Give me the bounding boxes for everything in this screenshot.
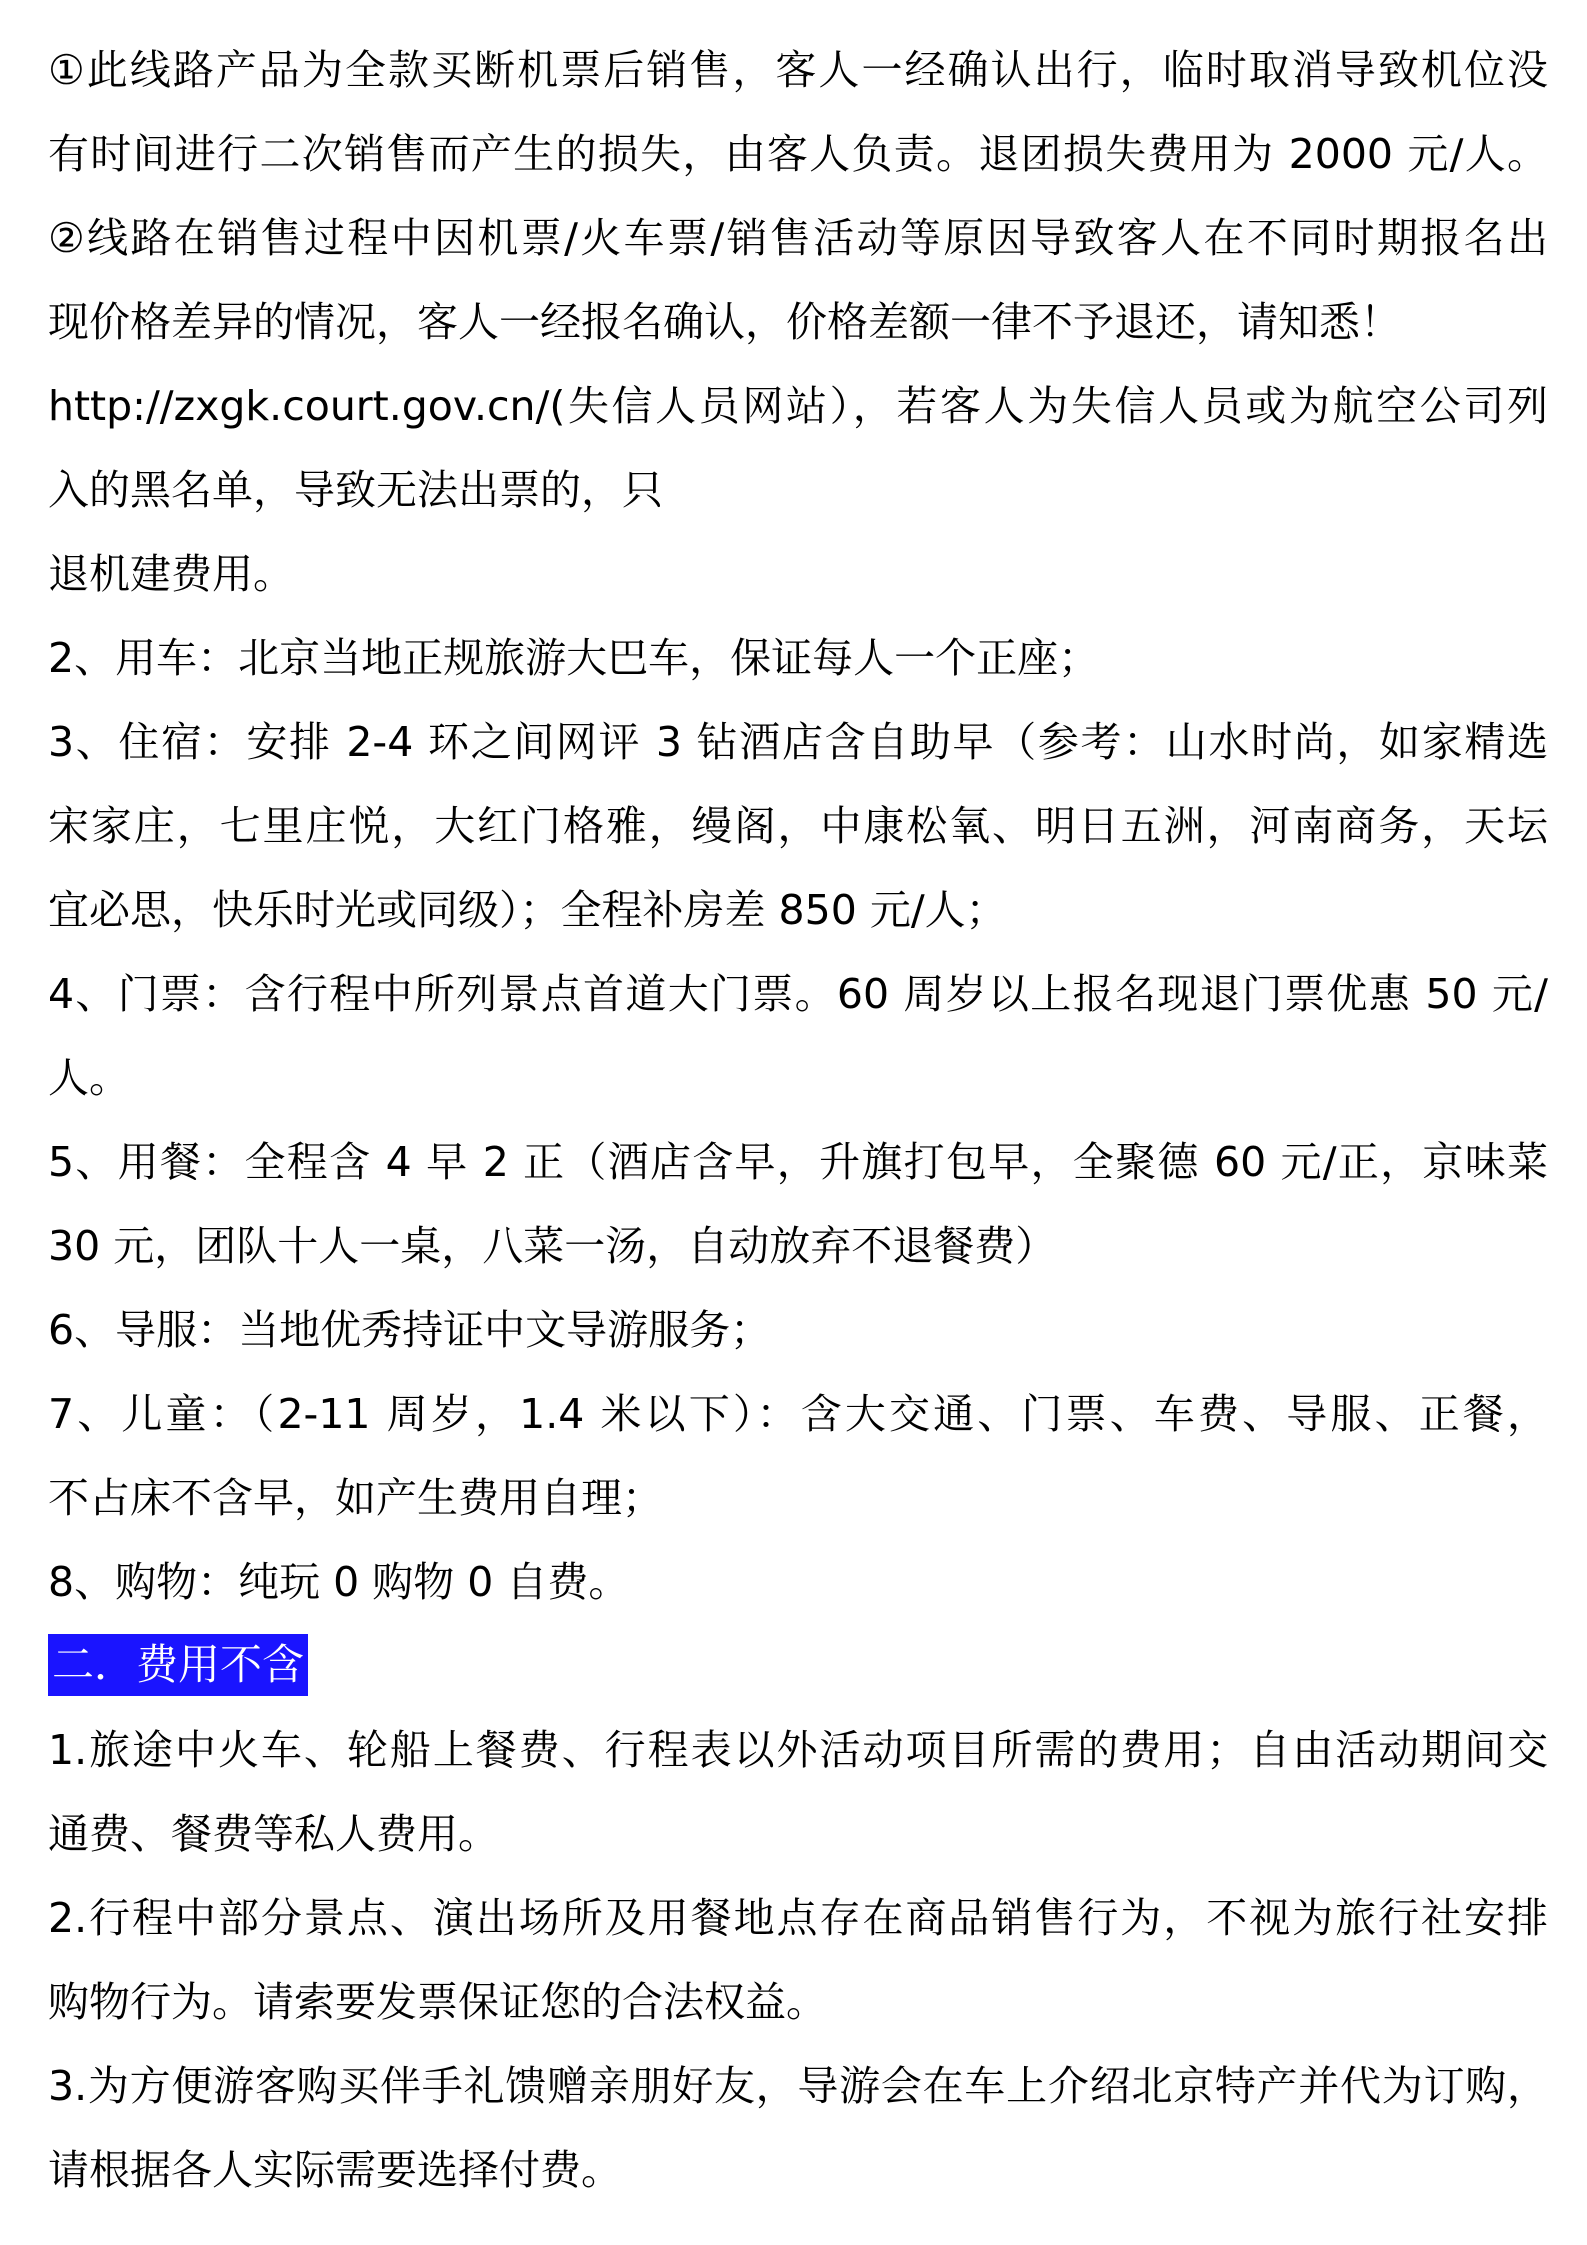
text-line: 3.为方便游客购买伴手礼馈赠亲朋好友，导游会在车上介绍北京特产并代为订购， (48, 2062, 1548, 2110)
text-line: 现价格差异的情况，客人一经报名确认，价格差额一律不予退还，请知悉！ (48, 298, 1401, 346)
text-line: 有时间进行二次销售而产生的损失，由客人负责。退团损失费用为 2000 元/人。 (48, 130, 1548, 178)
inclusions-text-block (48, 28, 1548, 1624)
text-line: 5、用餐：全程含 4 早 2 正（酒店含早，升旗打包早，全聚德 60 元/正，京味菜 (48, 1138, 1548, 1186)
text-line: 宜必思，快乐时光或同级）；全程补房差 850 元/人； (48, 886, 1007, 934)
text-line: 请根据各人实际需要选择付费。 (48, 2146, 622, 2194)
exclusions-text-block (48, 1708, 1548, 2212)
section-heading-exclusions: 二．费用不含 (48, 1634, 308, 1696)
text-line: 3、住宿：安排 2-4 环之间网评 3 钻酒店含自助早（参考：山水时尚，如家精选 (48, 718, 1548, 766)
text-line: 1.旅途中火车、轮船上餐费、行程表以外活动项目所需的费用；自由活动期间交 (48, 1726, 1548, 1774)
section-heading-wrapper (48, 1624, 1548, 1708)
text-line: 购物行为。请索要发票保证您的合法权益。 (48, 1978, 827, 2026)
text-line: 宋家庄，七里庄悦，大红门格雅，缦阁，中康松氧、明日五洲，河南商务，天坛 (48, 802, 1548, 850)
text-line: 4、门票：含行程中所列景点首道大门票。60 周岁以上报名现退门票优惠 50 元/ (48, 970, 1548, 1018)
text-line: 不占床不含早，如产生费用自理； (48, 1474, 663, 1522)
text-line: 通费、餐费等私人费用。 (48, 1810, 499, 1858)
text-line: 2、用车：北京当地正规旅游大巴车，保证每人一个正座； (48, 634, 1100, 682)
text-line: 6、导服：当地优秀持证中文导游服务； (48, 1306, 772, 1354)
text-line: ①此线路产品为全款买断机票后销售，客人一经确认出行，临时取消导致机位没 (48, 46, 1548, 94)
text-line: 8、购物：纯玩 0 购物 0 自费。 (48, 1558, 630, 1606)
text-line: 30 元，团队十人一桌，八菜一汤，自动放弃不退餐费） (48, 1222, 1057, 1270)
text-line: http://zxgk.court.gov.cn/(失信人员网站），若客人为失信人员或为航空公司列 (48, 382, 1548, 430)
text-line: ②线路在销售过程中因机票/火车票/销售活动等原因导致客人在不同时期报名出 (48, 214, 1548, 262)
document-page (48, 28, 1548, 2212)
text-line: 入的黑名单，导致无法出票的，只 (48, 466, 663, 514)
text-line: 退机建费用。 (48, 550, 294, 598)
text-line: 2.行程中部分景点、演出场所及用餐地点存在商品销售行为，不视为旅行社安排 (48, 1894, 1548, 1942)
text-line: 7、儿童：（2-11 周岁，1.4 米以下）：含大交通、门票、车费、导服、正餐， (48, 1390, 1548, 1438)
text-line: 人。 (48, 1054, 130, 1102)
